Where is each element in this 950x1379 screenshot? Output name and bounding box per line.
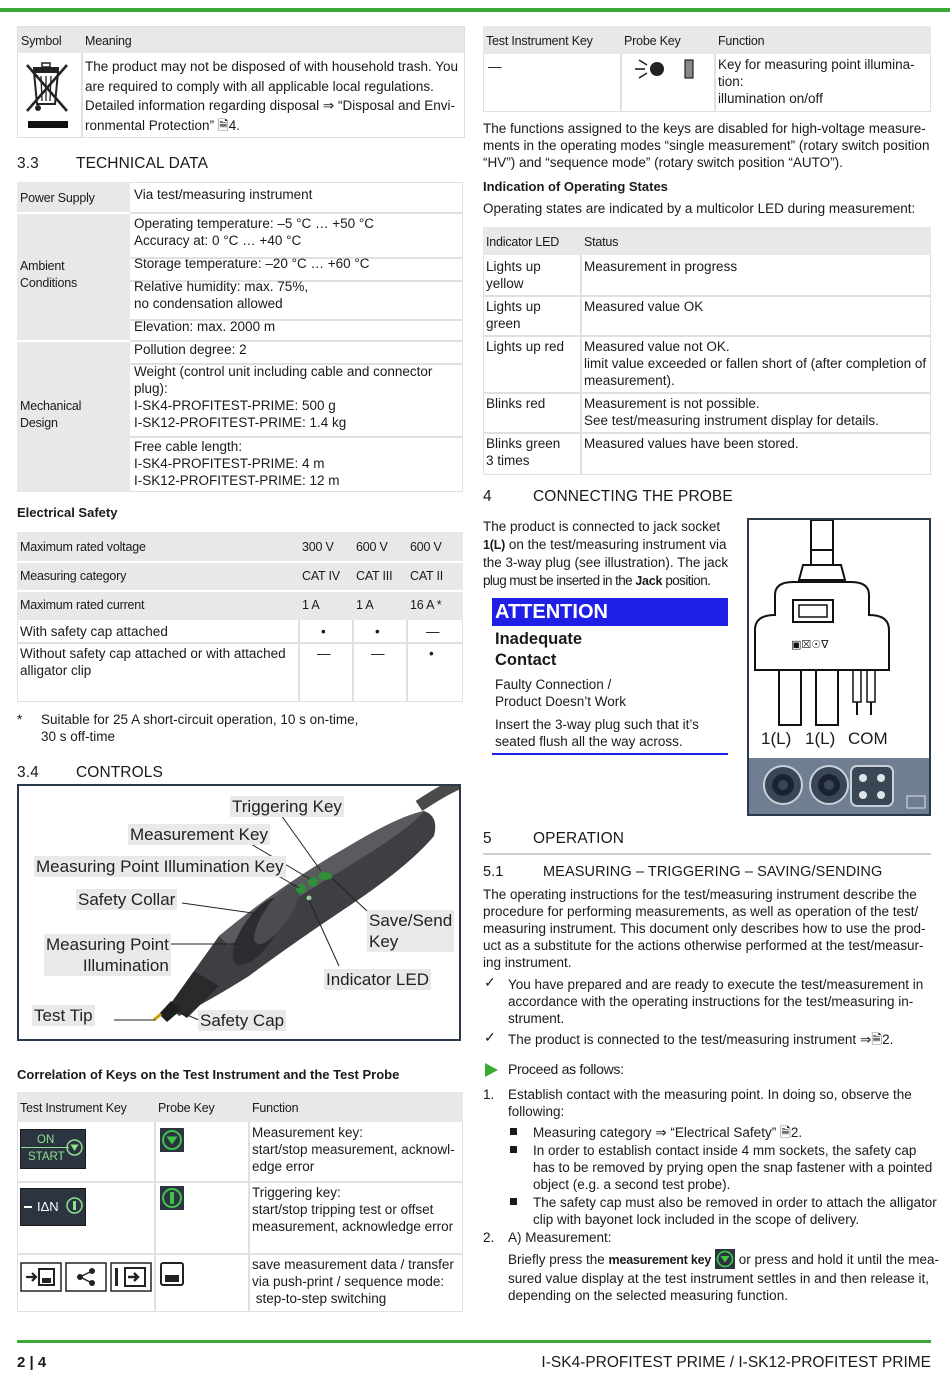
led-state: Lights up xyxy=(486,299,541,314)
func-line: tion: xyxy=(718,74,744,89)
symbol-header: Symbol xyxy=(21,34,62,48)
led-status: Measured value not OK. xyxy=(584,339,730,354)
section-5-1-number: 5.1 xyxy=(483,864,504,880)
meaning-line: “Disposal and Envi- xyxy=(337,98,456,113)
measuring-category-label: Measuring category xyxy=(20,569,127,583)
section-3-4-number: 3.4 xyxy=(17,764,39,781)
led-status: Measured value OK xyxy=(584,299,704,314)
weight-line: I-SK4-PROFITEST-PRIME: 500 g xyxy=(134,398,336,413)
page-reference-icon: 🗎 xyxy=(217,117,229,133)
measurement-key-icon xyxy=(715,1249,735,1269)
func-line: start/stop tripping test or offset xyxy=(252,1202,434,1217)
col-indicator-led: Indicator LED xyxy=(486,235,560,249)
electrical-safety-heading: Electrical Safety xyxy=(17,505,118,520)
col-status: Status xyxy=(584,235,619,249)
safety-cap-label: Safety Cap xyxy=(200,1011,285,1030)
attention-banner xyxy=(492,598,728,626)
footnote-line: 30 s off-time xyxy=(41,729,116,744)
correlation-heading: Correlation of Keys on the Test Instrument and the Test Probe xyxy=(17,1067,400,1082)
substep-text: clip with bayonet lock included in the scope of delivery. xyxy=(533,1212,860,1227)
substep-text: object (e.g. a second test probe). xyxy=(533,1177,731,1192)
keys-disabled-note: “HV”) and “sequence mode” (rotary switch position “AUTO”). xyxy=(483,155,843,170)
plug-illustration xyxy=(747,518,931,816)
illumination-key-label: Measuring Point Illumination Key xyxy=(36,857,284,876)
save-send-key-label xyxy=(367,910,454,952)
max-current-label: Maximum rated current xyxy=(20,598,145,612)
meaning-line: are required to comply with all applicable local regulations. xyxy=(85,78,434,94)
indicator-led-label: Indicator LED xyxy=(326,970,429,989)
three-way-plug-drawing xyxy=(749,520,931,816)
crossed-out-wheelie-bin-icon xyxy=(23,59,73,133)
precondition: You have prepared and are ready to execute the test/measurement in xyxy=(508,977,924,992)
precondition: The product is connected to the test/measuring instrument xyxy=(508,1032,857,1047)
section-3-3-number: 3.3 xyxy=(17,155,39,172)
bullet-icon xyxy=(510,1128,517,1135)
power-supply-value: Via test/measuring instrument xyxy=(134,187,313,202)
meaning-line: Detailed information regarding disposal xyxy=(85,98,320,113)
no-instrument-key: — xyxy=(488,59,502,74)
precondition: strument. xyxy=(508,1011,565,1026)
mp-illumination-label xyxy=(44,934,171,976)
current-cat2: 16 A * xyxy=(410,598,442,612)
share-key-icon xyxy=(65,1262,107,1292)
led-state: yellow xyxy=(486,276,524,291)
socket-label-com: COM xyxy=(848,729,888,748)
measurement-key-term: measurement key xyxy=(608,1253,712,1267)
footer-product-name: I-SK4-PROFITEST PRIME / I-SK12-PROFITEST PRIME xyxy=(541,1354,931,1371)
func-line: save measurement data / transfer xyxy=(252,1257,454,1272)
idn-key-icon xyxy=(20,1188,86,1226)
step-text: following: xyxy=(508,1104,565,1119)
save-send-line: Key xyxy=(369,932,399,951)
sequence-key-icon xyxy=(110,1262,152,1292)
proceed-heading: Proceed as follows: xyxy=(508,1061,624,1077)
ambient-label: Ambient xyxy=(20,259,65,273)
save-send-line: Save/Send xyxy=(369,911,453,930)
safety-collar-label: Safety Collar xyxy=(78,890,176,909)
page-reference-icon: 🗎 xyxy=(871,1032,883,1047)
mp-illumination-line: Measuring Point xyxy=(46,935,169,954)
cat-iv: CAT IV xyxy=(302,569,340,583)
arrow-reference-icon: ⇒ xyxy=(655,1125,667,1140)
cable-line: Free cable length: xyxy=(134,439,243,454)
led-state: green xyxy=(486,316,521,331)
cat-iii: CAT III xyxy=(356,569,393,583)
voltage-cat3: 600 V xyxy=(356,540,388,554)
led-state: Blinks red xyxy=(486,396,546,411)
func-line: start/stop measurement, acknowl- xyxy=(252,1142,455,1157)
indication-intro: Operating states are indicated by a multicolor LED during measurement: xyxy=(483,201,916,216)
footer-page-number: 2 | 4 xyxy=(17,1354,47,1371)
attention-body: seated flush all the way across. xyxy=(495,734,683,749)
col-probe-key: Probe Key xyxy=(158,1101,215,1115)
connect-line: the 3-way plug (see illustration). The jack xyxy=(483,555,729,570)
led-status: Measurement in progress xyxy=(584,259,738,274)
checkmark-icon: ✓ xyxy=(484,974,496,990)
probe-measurement-key-icon xyxy=(160,1128,184,1152)
without-cap-label: Without safety cap attached or with attached alligator clip xyxy=(20,646,286,678)
connect-line: The product is connected to jack socket xyxy=(483,519,721,534)
step-text: sured value display at the test instrument settles in and then release it, xyxy=(508,1271,929,1286)
section-4-title: CONNECTING THE PROBE xyxy=(533,488,733,505)
with-cap-label: With safety cap attached xyxy=(20,624,168,639)
col-function: Function xyxy=(718,34,765,48)
idn-text: IΔN xyxy=(37,1199,59,1214)
jack-1l: 1(L) xyxy=(483,537,506,552)
step-number: 2. xyxy=(483,1230,495,1245)
pollution-degree: Pollution degree: 2 xyxy=(134,342,247,357)
electrical-safety-table xyxy=(17,532,463,702)
measurement-key-label: Measurement Key xyxy=(130,825,268,844)
section-5-rule xyxy=(483,853,931,855)
trigger-icon xyxy=(66,1197,83,1214)
connect-line: position. xyxy=(662,572,711,588)
mechanical-label: Mechanical xyxy=(20,399,82,413)
on-start-key-icon xyxy=(20,1129,86,1169)
led-state: Lights up xyxy=(486,259,541,274)
attention-subtitle: Faulty Connection / xyxy=(495,677,612,692)
svg-text:▣☒☉∇: ▣☒☉∇ xyxy=(791,638,829,651)
precondition: accordance with the operating instructions for the test/measuring in- xyxy=(508,994,914,1009)
led-status: measurement). xyxy=(584,373,675,388)
down-triangle-icon xyxy=(66,1139,83,1156)
arrow-reference-icon: ⇒ xyxy=(859,1032,872,1047)
socket-label-1l: 1(L) xyxy=(805,729,836,748)
connect-text xyxy=(483,518,733,536)
step-number: 1. xyxy=(483,1087,495,1102)
elevation: Elevation: max. 2000 m xyxy=(134,319,276,334)
keys-disabled-note: ments in the operating modes “single measurement” (rotary switch position xyxy=(483,138,930,153)
condensation: no condensation allowed xyxy=(134,296,283,311)
current-cat4: 1 A xyxy=(302,598,320,612)
indication-heading: Indication of Operating States xyxy=(483,179,668,194)
func-line: via push-print / sequence mode: xyxy=(252,1274,445,1289)
on-text: ON xyxy=(37,1134,55,1146)
connect-line: plug must be inserted in the xyxy=(483,572,636,588)
checkmark-icon: ✓ xyxy=(484,1029,496,1045)
func-line: step-to-step switching xyxy=(252,1291,387,1306)
led-state: Blinks green xyxy=(486,436,561,451)
keys-disabled-note: The functions assigned to the keys are disabled for high-voltage measure- xyxy=(483,121,926,136)
led-state: Lights up red xyxy=(486,339,565,354)
start-text: START xyxy=(28,1151,65,1163)
section-5-number: 5 xyxy=(483,830,492,847)
probe-controls-figure xyxy=(17,784,461,1041)
substep-text: has to be removed by prying open the snap fastener with a pointed xyxy=(533,1160,933,1175)
attention-heading: Inadequate xyxy=(495,630,583,648)
max-voltage-label: Maximum rated voltage xyxy=(20,540,146,554)
triggering-key-label: Triggering Key xyxy=(232,797,342,816)
func-line: Key for measuring point illumina- xyxy=(718,57,915,72)
col-function: Function xyxy=(252,1101,299,1115)
section-3-3-title: TECHNICAL DATA xyxy=(76,155,209,172)
mp-illumination-line: Illumination xyxy=(82,956,169,975)
attention-title: ATTENTION xyxy=(495,601,608,623)
meaning-header: Meaning xyxy=(85,34,132,48)
humidity: Relative humidity: max. 75%, xyxy=(134,279,309,294)
col-test-instrument-key: Test Instrument Key xyxy=(20,1101,127,1115)
power-supply-label: Power Supply xyxy=(20,191,95,205)
func-line: Triggering key: xyxy=(252,1185,341,1200)
weight-line: Weight (control unit including cable and connector xyxy=(134,364,433,379)
without-cap-cat3: — xyxy=(371,646,385,661)
page-reference-icon: 🗎 xyxy=(779,1125,791,1140)
step-text: A) Measurement: xyxy=(508,1230,612,1245)
func-line: edge error xyxy=(252,1159,315,1174)
operation-intro: ing instrument. xyxy=(483,955,572,970)
attention-heading: Contact xyxy=(495,651,557,669)
page-number: 4. xyxy=(228,117,240,133)
led-state: 3 times xyxy=(486,453,530,468)
accuracy-temp: Accuracy at: 0 °C … +40 °C xyxy=(134,233,302,248)
connect-line: on the test/measuring instrument via xyxy=(505,536,727,552)
storage-temp: Storage temperature: –20 °C … +60 °C xyxy=(134,256,370,271)
substep-text: The safety cap must also be removed in order to attach the alligator xyxy=(533,1195,937,1210)
section-5-1-title: MEASURING – TRIGGERING – SAVING/SENDING xyxy=(543,864,883,880)
illumination-lamp-icon xyxy=(629,57,699,81)
operation-intro: The operating instructions for the test/measuring instrument describe the xyxy=(483,887,917,902)
operation-intro: measuring instrument. This document only describes how to use the prod- xyxy=(483,921,926,936)
voltage-cat4: 300 V xyxy=(302,540,334,554)
section-4-number: 4 xyxy=(483,488,492,505)
led-status-table xyxy=(483,227,931,475)
weight-line: plug): xyxy=(134,381,168,396)
cable-line: I-SK12-PROFITEST-PRIME: 12 m xyxy=(134,473,340,488)
without-cap-cat4: — xyxy=(317,646,331,661)
cat-ii: CAT II xyxy=(410,569,444,583)
with-cap-cat2: — xyxy=(426,624,440,639)
correlation-table xyxy=(17,1092,463,1312)
probe-triggering-key-icon xyxy=(160,1186,184,1210)
section-3-4-title: CONTROLS xyxy=(76,764,163,781)
meaning-line: The product may not be disposed of with household trash. You xyxy=(85,59,458,74)
socket-label-1l: 1(L) xyxy=(761,729,792,748)
illumination-key-table xyxy=(483,26,931,112)
play-arrow-icon xyxy=(485,1063,498,1077)
mechanical-label: Design xyxy=(20,416,58,430)
attention-body: Insert the 3-way plug such that it’s xyxy=(495,717,699,732)
led-status: Measured values have been stored. xyxy=(584,436,799,451)
with-cap-cat3: • xyxy=(375,624,380,639)
technical-data-table xyxy=(17,182,463,492)
step-text: or press and hold it until the mea- xyxy=(734,1252,940,1267)
func-line: illumination on/off xyxy=(718,91,823,106)
step-text: depending on the selected measuring function. xyxy=(508,1288,788,1303)
attention-subtitle: Product Doesn’t Work xyxy=(495,694,627,709)
substep-text: Measuring category xyxy=(533,1125,652,1140)
with-cap-cat4: • xyxy=(321,624,326,639)
bullet-icon xyxy=(510,1198,517,1205)
bullet-icon xyxy=(510,1146,517,1153)
func-line: measurement, acknowledge error xyxy=(252,1219,454,1234)
operation-intro: uct as a substitute for the actions otherwise performed at the test/measur- xyxy=(483,938,924,953)
current-cat3: 1 A xyxy=(356,598,374,612)
meaning-line: ronmental Protection” xyxy=(85,117,215,133)
jack-word: Jack xyxy=(635,573,663,588)
symbols-table xyxy=(17,26,465,138)
footer-rule xyxy=(17,1340,931,1343)
weight-line: I-SK12-PROFITEST-PRIME: 1.4 kg xyxy=(134,415,347,430)
top-rule xyxy=(0,8,950,12)
probe-save-key-icon xyxy=(160,1262,184,1286)
led-status: limit value exceeded or fallen short of (after completion of xyxy=(584,356,927,371)
attention-underline xyxy=(492,753,728,755)
substep-text: “Electrical Safety” xyxy=(670,1125,777,1140)
voltage-cat2: 600 V xyxy=(410,540,442,554)
section-5-title: OPERATION xyxy=(533,830,625,847)
substep-text: In order to establish contact inside 4 mm sockets, the safety cap xyxy=(533,1143,917,1158)
operating-temp: Operating temperature: –5 °C … +50 °C xyxy=(134,216,375,231)
arrow-reference-icon: ⇒ xyxy=(322,98,335,113)
step-text: Establish contact with the measuring point. In doing so, observe the xyxy=(508,1087,912,1102)
operation-intro: procedure for performing measurements, as well as operation of the test/ xyxy=(483,904,919,919)
col-test-instrument-key: Test Instrument Key xyxy=(486,34,593,48)
led-status: Measurement is not possible. xyxy=(584,396,760,411)
func-line: Measurement key: xyxy=(252,1125,364,1140)
without-cap-cat2: • xyxy=(429,646,434,661)
ambient-label: Conditions xyxy=(20,276,78,290)
page-number: 2. xyxy=(790,1125,803,1140)
cable-line: I-SK4-PROFITEST-PRIME: 4 m xyxy=(134,456,325,471)
led-status: See test/measuring instrument display for details. xyxy=(584,413,879,428)
page-number: 2. xyxy=(882,1032,894,1047)
col-probe-key: Probe Key xyxy=(624,34,681,48)
save-key-icon xyxy=(20,1262,62,1292)
test-tip-label: Test Tip xyxy=(34,1006,93,1025)
footnote-line: Suitable for 25 A short-circuit operation, 10 s on-time, xyxy=(41,712,359,727)
footnote-mark: * xyxy=(17,712,23,727)
step-text: Briefly press the xyxy=(508,1252,609,1267)
